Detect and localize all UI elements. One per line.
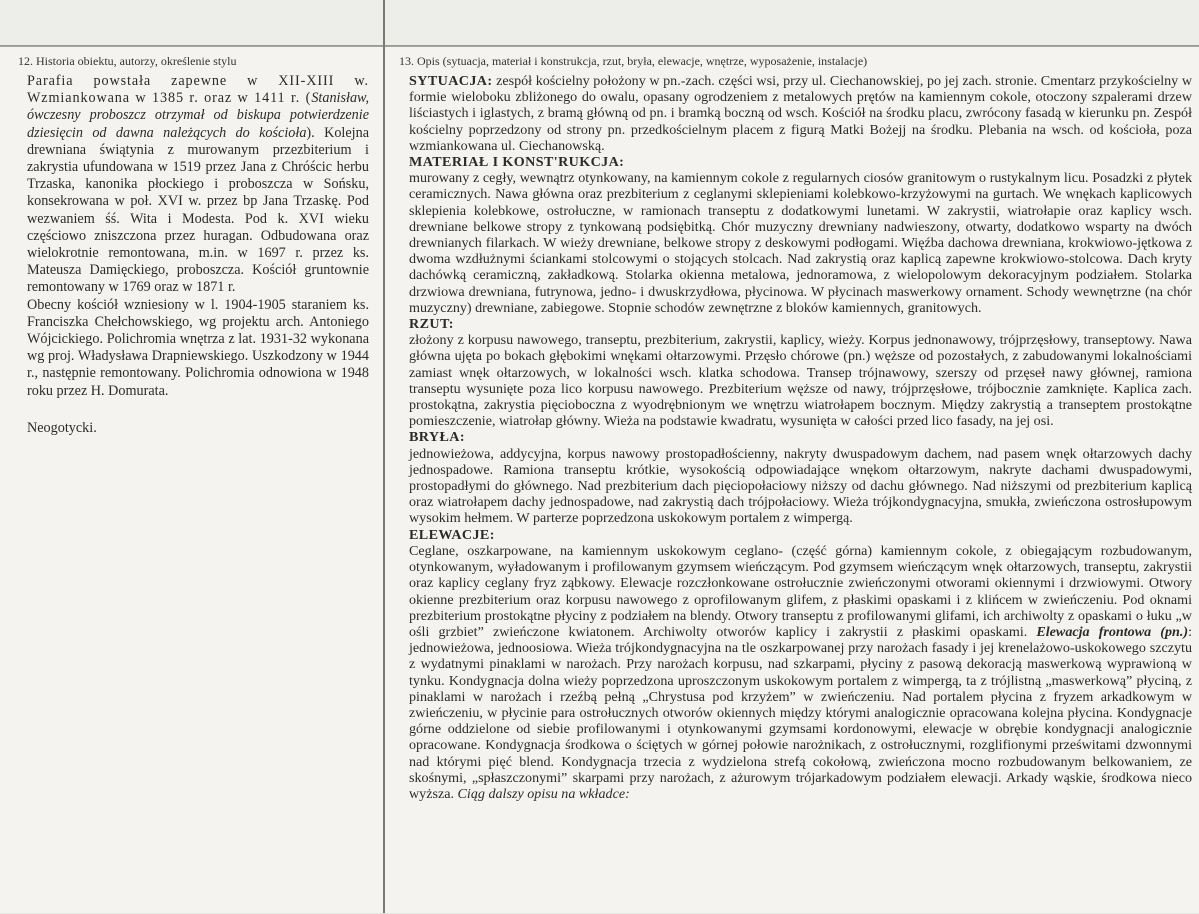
section-title-material: MATERIAŁ I KONST'RUKCJA: bbox=[409, 154, 625, 171]
section-title-rzut: RZUT: bbox=[409, 316, 454, 333]
description-body bbox=[409, 73, 1192, 802]
spacer bbox=[27, 400, 369, 420]
description-header: 13. Opis (sytuacja, materiał i konstrukcja, rzut, bryła, elewacje, wnętrze, wyposażenie, instalacje) bbox=[399, 54, 868, 68]
section-rzut-text: złożony z korpusu nawowego, transeptu, prezbiterium, zakrystii, kaplicy, wieży. Korpus jednonawowy, trójprzęsłowy, transeptowy. Nawa główna ujęta po bokach głębokimi wnękami ołtarzowymi. Przęsło chórowe (pn.) węższe od pozostałych, z zabudowanymi lokalnościami zamiast wnęk ołtarzowych, w lokalności wsch. klatka schodowa. Transep trójnawowy, szerszy od przęseł nawy głównej, ramiona transeptu wysunięte poza lico korpusu nawowego. Prezbiterium węższe od nawy, trójprzęsłowe, trójbocznie zamknięte. Kaplica zach. prostokątna, zakrystia pięcioboczna z wyodrębnionym we wnętrzu wiatrołapem bocznym. Między zakrystią a transeptem prostokątne pomieszczenie, wiatrołap główny. Wieża na podstawie kwadratu, wysunięta w całości przed lico fasady, na jej osi. bbox=[409, 332, 1192, 430]
history-paragraph-1: Parafia powstała zapewne w XII-XIII w. Wzmiankowana w 1385 r. oraz w 1411 r. (Stanisław, ówczesny proboszcz otrzymał od biskupa potwierdzenie dziesięcin od dawna należących do kościoła). Kolejna drewniana świątynia z murowanym przezbiterium i zakrystia ufundowana w 1519 przez Jana z Chróścic herbu Trzaska, kanonika płockiego i proboszcza w Sońsku, konsekrowana w poł. XVI w. przez bp Jana Trzaskę. Pod wezwaniem śś. Wita i Modesta. Pod k. XVI wieku częściowo zniszczona przez huragan. Odbudowana oraz wielokrotnie remontowana, m.in. w 1697 r. przez ks. Mateusza Damięckiego, proboszcza. Kościół gruntownie remontowany w 1769 oraz w 1871 r. bbox=[27, 73, 369, 296]
section-bryla-text: jednowieżowa, addycyjna, korpus nawowy prostopadłościenny, nakryty dwuspadowym dachem, nad pasem wnęk ołtarzowych dachy jednospadowe. Ramiona transeptu krótkie, wysokością odpowiadające wnękom ołtarzowym, nakryte dachami dwuspadowymi, prostopadłymi do głównego. Nad prezbiterium dach pięciopołaciowy niższy od dachu głównego. Nad niższymi od prezbiterium kaplicą oraz wiatrołapem dachy jednospadowe, nad zakrystią dach trójpołaciowy. Wieża trójkondygnacyjna, smukła, zwieńczona ostrosłupowym wysokim hełmem. W parterze poprzedzona uskokowym portalem z wimpergą. bbox=[409, 445, 1192, 527]
history-paragraph-2: Obecny kościół wzniesiony w l. 1904-1905 staraniem ks. Franciszka Chełchowskiego, wg projektu arch. Antoniego Wójcickiego. Polichromia wnętrza z lat. 1931-32 wykonana wg proj. Władysława Drapniewskiego. Uszkodzony w 1944 r., następnie remontowany. Polichromia odnowiona w 1948 roku przez H. Domurata. bbox=[27, 296, 369, 399]
section-elewacje-text: Ceglane, oszkarpowane, na kamiennym uskokowym ceglano- (część górna) kamiennym cokole, z obiegającym rozbudowanym, otynkowanym, wyładowanym i profilowanym gzymsem wieńczącym. Pod gzymsem wieńczącym wnęk ołtarzowych, transeptu, zakrystii oraz kaplicy ceglany fryz ząbkowy. Elewacje rozczłonkowane ostrołucznie zwieńczonymi otworami okiennymi i drzwiowymi. Otwory okienne prezbiterium oraz korpusu nawowego z oprofilowanym glifem, z płaskimi opaskami i z klińcem w zwieńczeniu. Pod oknami prezbiterium prostokątne płyciny z podziałem na blendy. Otwory transeptu z profilowanymi glifami, ich archiwolty z opaskami o łuku „w ośli grzbiet” zwieńczone kwiatonem. Archiwolty otworów kaplicy i zakrystii z płaskimi opaskami. Elewacja frontowa (pn.): jednowieżowa, jednoosiowa. Wieża trójkondygnacyjna na tle oszkarpowanej przy narożach fasady i jej krenelażowo-uskokowego szczytu z wydatnymi pinaklami w narożach. Przy narożach korpusu, nad szkarpami, płyciny z pasową dekoracją maswerkową wyprawioną w tynku. Kondygnacja dolna wieży poprzedzona uproszczonym uskokowym portalem z wimpergą, ta z trójlistną „maswerkową” płyciną, z pinaklami w narożach i rzeźbą pełną „Chrystusa pod krzyżem” w zwieńczeniu. Nad portalem płycina z fryzem arkadkowym w zwieńczeniu, w płycinie para ostrołucznych otworów okiennych między którymi analogicznie opracowana kolejna płycina. Kondygnacje górne oddzielone od siebie profilowanymi i otynkowanymi gzymsami kordonowymi, elewacje w obrębie kondygnacji analogicznie opracowane. Kondygnacja środkowa o ściętych w górnej połowie narożnikach, z ostrołucznymi, rozglifionymi prześwitami dzwonnymi nad którymi pięć blend. Kondygnacja trzecia z wydzielona strefą cokołową, zwieńczona mocno rozbudowanym belkowaniem, ze skośnymi, „spłaszczonymi” skarpami przy narożach, z ażurowym trójarkadowym podziałem elewacji. Arkady wąskie, środkowa nieco wyższa. Ciąg dalszy opisu na wkładce: bbox=[409, 542, 1192, 802]
section-title-bryla: BRYŁA: bbox=[409, 429, 465, 446]
continuation-note: Ciąg dalszy opisu na wkładce: bbox=[457, 785, 630, 802]
history-header: 12. Historia obiektu, autorzy, określenie stylu bbox=[18, 54, 237, 68]
section-material-text: murowany z cegły, wewnątrz otynkowany, na kamiennym cokole z regularnych ciosów granitowym o rustykalnym licu. Posadzki z płytek ceramicznych. Nawa główna oraz prezbiterium z ceglanymi sklepieniami kolebkowo-krzyżowymi na gurtach. We wnękach kaplicowych sklepienia kolebkowe, ostrołuczne, w ramionach transeptu z dodatkowymi lunetami. W zakrystii, wiatrołapie oraz kaplicy wsch. drewniane belkowe stropy z tynkowaną podsiębitką. Chór muzyczny drewniany nadwieszony, otwarty, dodatkowo wsparty na dwóch drewnianych filarkach. W wieży drewniane, belkowe stropy z deskowymi podłogami. Więźba dachowa drewniana, krokwiowo-jętkowa z dwoma wzdłużnymi ściankami stolcowymi o stojących stolcach. Nad zakrystią oraz kaplicą zapewne krokwiowo-stolcowa. Dach kryty dachówką ceramiczną, zakładkową. Stolarka okienna metalowa, jednoramowa, z wielopolowym dekoracyjnym podziałem. Stolarka drzwiowa drewniana, futrynowa, jedno- i dwuskrzydłowa, płycinowa. W płycinach maswerkowy ornament. Schody wewnętrzne (na chór muzyczny) drewniane, zabiegowe. Stopnie schodów zewnętrzne z bloków kamiennych, granitowych. bbox=[409, 170, 1192, 316]
section-title-elewacje: ELEWACJE: bbox=[409, 526, 495, 543]
description-column bbox=[385, 46, 1199, 914]
page-top-margin bbox=[0, 0, 1199, 46]
section-sytuacja: SYTUACJA: zespół kościelny położony w pn.-zach. części wsi, przy ul. Ciechanowskiej, po jej zach. stronie. Cmentarz przykościelny w formie wieloboku zbliżonego do owalu, opasany ogrodzeniem z metalowych prętów na kamiennym cokole, otoczony szpalerami drzew liściastych i iglastych, z bramą główną od pn. i bramką boczną od wsch. Kościół na środku placu, zwrócony fasadą w kierunku pn. Zespół kościelny poprzedzony od strony pn. przedkościelnym placem z figurą Matki Bożejj na środku. Plebania na wsch. od kościoła, poza wzmiankowana ul. Ciechanowską. bbox=[409, 73, 1192, 154]
history-body bbox=[27, 73, 369, 437]
history-italic-quote: Stanisław, ówczesny proboszcz otrzymał od biskupa potwierdzenie dziesięcin od dawna należących do kościoła bbox=[27, 90, 369, 141]
history-column bbox=[0, 46, 383, 914]
elewacja-frontowa-label: Elewacja frontowa (pn.) bbox=[1036, 623, 1189, 640]
section-title-sytuacja: SYTUACJA: bbox=[409, 73, 493, 89]
style-label: Neogotycki. bbox=[27, 419, 97, 436]
